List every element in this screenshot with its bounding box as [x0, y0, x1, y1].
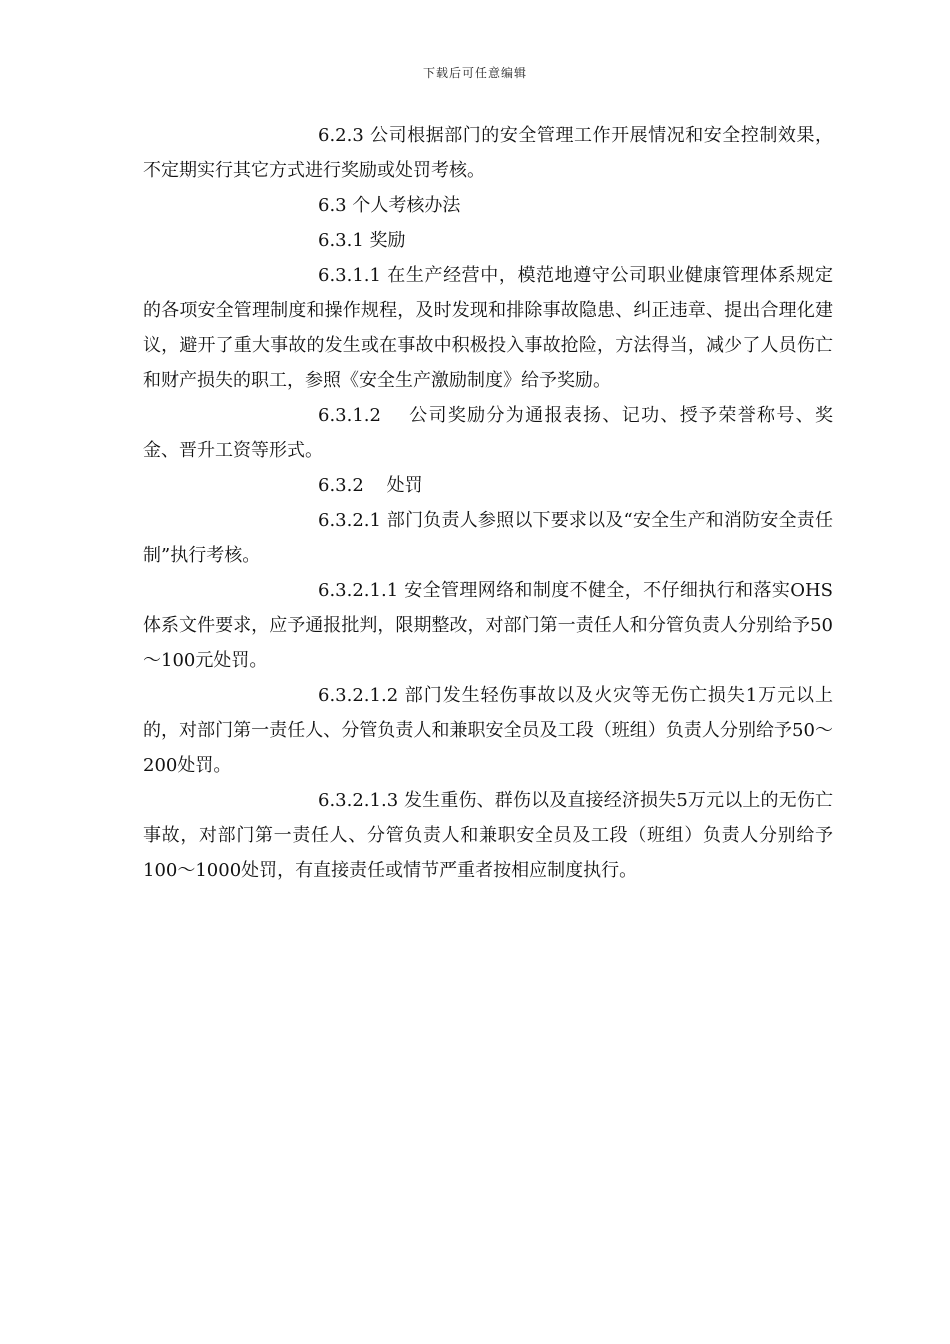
- paragraph-6-3-2-1: 6.3.2.1 部门负责人参照以下要求以及“安全生产和消防安全责任制”执行考核。: [143, 510, 833, 566]
- paragraph-6-2-3: 6.2.3 公司根据部门的安全管理工作开展情况和安全控制效果，不定期实行其它方式进行奖励或处罚考核。: [143, 125, 833, 181]
- heading-6-3-1: 6.3.1 奖励: [318, 230, 406, 251]
- paragraph-6-3-1-1: 6.3.1.1 在生产经营中，模范地遵守公司职业健康管理体系规定的各项安全管理制度和操作规程，及时发现和排除事故隐患、纠正违章、提出合理化建议，避开了重大事故的发生或在事故中积极投入事故抢险，方法得当，减少了人员伤亡和财产损失的职工，参照《安全生产激励制度》给予奖励。: [143, 265, 833, 391]
- heading-6-3: 6.3 个人考核办法: [318, 195, 461, 216]
- paragraph-6-3-2-1-3: 6.3.2.1.3 发生重伤、群伤以及直接经济损失5万元以上的无伤亡事故，对部门第一责任人、分管负责人和兼职安全员及工段（班组）负责人分别给予100～1000处罚，有直接责任或情节严重者按相应制度执行。: [143, 790, 833, 881]
- paragraph-6-3-2-1-1: 6.3.2.1.1 安全管理网络和制度不健全，不仔细执行和落实OHS体系文件要求，应予通报批判，限期整改，对部门第一责任人和分管负责人分别给予50～100元处罚。: [143, 580, 833, 671]
- paragraph-6-3-1-2: 6.3.1.2 公司奖励分为通报表扬、记功、授予荣誉称号、奖金、晋升工资等形式。: [143, 405, 833, 461]
- header-note: 下载后可任意编辑: [422, 66, 527, 80]
- document-body: [143, 118, 833, 888]
- heading-6-3-2: 6.3.2 处罚: [318, 475, 423, 496]
- paragraph-6-3-2-1-2: 6.3.2.1.2 部门发生轻伤事故以及火灾等无伤亡损失1万元以上的，对部门第一责任人、分管负责人和兼职安全员及工段（班组）负责人分别给予50～200处罚。: [143, 685, 833, 776]
